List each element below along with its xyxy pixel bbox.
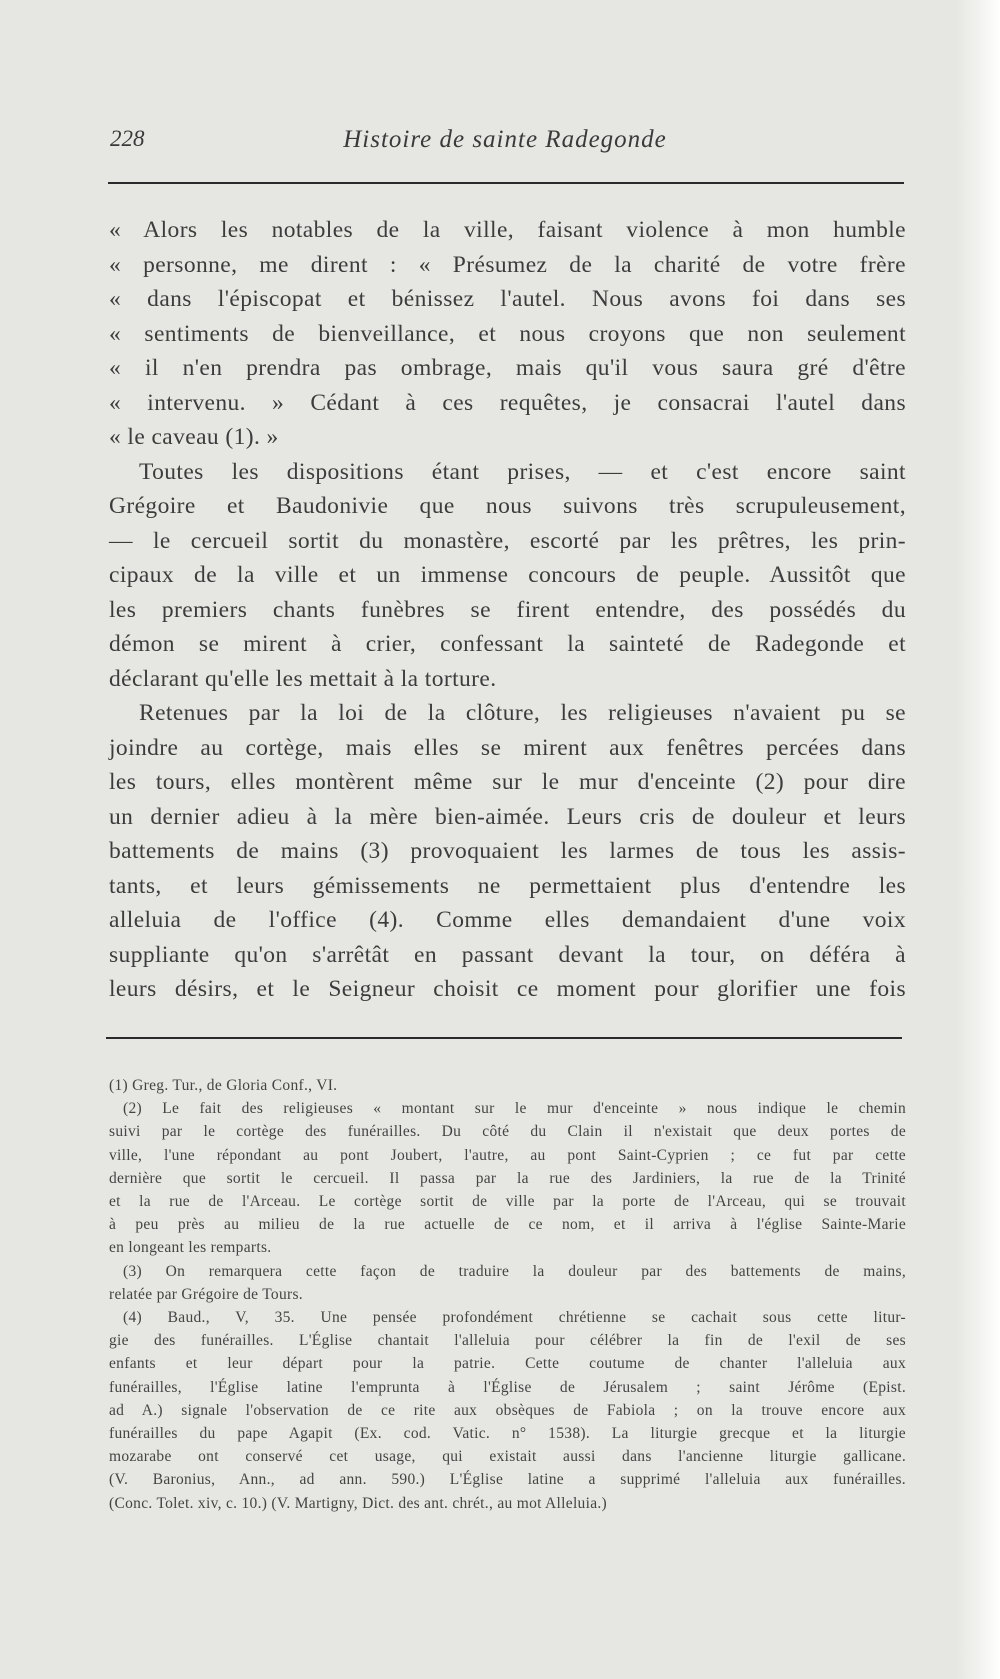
body-line: battements de mains (3) provoquaient les larmes de tous les assis-: [109, 838, 906, 864]
body-line: un dernier adieu à la mère bien-aimée. Leurs cris de douleur et leurs: [109, 803, 906, 830]
body-line: Toutes les dispositions étant prises, — et c'est encore saint: [139, 458, 906, 485]
page-number: 228: [110, 126, 145, 151]
body-line: « dans l'épiscopat et bénissez l'autel. Nous avons foi dans ses: [109, 286, 906, 312]
body-text: [109, 213, 906, 1007]
body-line: déclarant qu'elle les mettait à la torture.: [109, 665, 497, 692]
running-title: Histoire de sainte Radegonde: [343, 126, 667, 153]
body-line: les premiers chants funèbres se firent entendre, des possédés du: [109, 596, 906, 623]
footnote-line: (3) On remarquera cette façon de traduire la douleur par des battements de mains,: [123, 1262, 906, 1280]
body-line: démon se mirent à crier, confessant la sainteté de Radegonde et: [109, 631, 906, 657]
body-line: « personne, me dirent : « Présumez de la charité de votre frère: [109, 251, 906, 278]
body-line: les tours, elles montèrent même sur le mur d'enceinte (2) pour dire: [109, 769, 906, 795]
body-line: cipaux de la ville et un immense concours de peuple. Aussitôt que: [109, 562, 906, 588]
footnote-line: à peu près au milieu de la rue actuelle de ce nom, et il arriva à l'église Sainte-Marie: [109, 1216, 906, 1234]
body-line: « intervenu. » Cédant à ces requêtes, je consacrai l'autel dans: [109, 389, 906, 416]
footnote-line: (1) Greg. Tur., de Gloria Conf., VI.: [109, 1077, 338, 1094]
footnote-line: ville, l'une répondant au pont Joubert, l'autre, au pont Saint-Cyprien ; ce fut par cette: [109, 1146, 906, 1164]
footnote-line: (Conc. Tolet. xiv, c. 10.) (V. Martigny, Dict. des ant. chrét., au mot Alleluia.): [109, 1494, 608, 1512]
body-line: « sentiments de bienveillance, et nous croyons que non seulement: [109, 320, 906, 347]
footnote-rule: [106, 1037, 902, 1039]
footnote-line: (2) Le fait des religieuses « montant sur le mur d'enceinte » nous indique le chemin: [123, 1100, 906, 1118]
body-line: Retenues par la loi de la clôture, les religieuses n'avaient pu se: [139, 700, 906, 726]
footnote-line: enfants et leur départ pour la patrie. Cette coutume de chanter l'alleluia aux: [109, 1355, 906, 1373]
footnote-line: et la rue de l'Arceau. Le cortège sortit de ville par la porte de l'Arceau, qui se trouvait: [109, 1193, 906, 1211]
body-line: Grégoire et Baudonivie que nous suivons très scrupuleusement,: [109, 493, 906, 519]
page-header: [110, 126, 900, 166]
body-line: alleluia de l'office (4). Comme elles demandaient d'une voix: [109, 907, 906, 933]
body-line: « Alors les notables de la ville, faisant violence à mon humble: [109, 217, 906, 243]
footnote-line: funérailles, l'Église latine l'emprunta à l'Église de Jérusalem ; saint Jérôme (Epist.: [109, 1378, 906, 1396]
footnote-line: funérailles du pape Agapit (Ex. cod. Vatic. n° 1538). La liturgie grecque et la liturgie: [109, 1425, 906, 1443]
body-line: « il n'en prendra pas ombrage, mais qu'il vous saura gré d'être: [109, 355, 906, 381]
footnotes: [109, 1074, 906, 1515]
footnote-line: dernière que sortit le cercueil. Il passa par la rue des Jardiniers, la rue de la Trinité: [109, 1169, 906, 1187]
footnote-line: en longeant les remparts.: [109, 1239, 272, 1257]
footnote-line: (4) Baud., V, 35. Une pensée profondément chrétienne se cachait sous cette litur-: [123, 1309, 906, 1327]
body-line: — le cercueil sortit du monastère, escorté par les prêtres, les prin-: [109, 527, 906, 554]
header-rule: [108, 182, 904, 184]
footnote-line: relatée par Grégoire de Tours.: [109, 1285, 303, 1303]
body-line: tants, et leurs gémissements ne permettaient plus d'entendre les: [109, 872, 906, 899]
body-line: suppliante qu'on s'arrêtât en passant devant la tour, on déféra à: [109, 941, 906, 968]
body-line: joindre au cortège, mais elles se mirent aux fenêtres percées dans: [109, 734, 906, 761]
footnote-line: suivi par le cortège des funérailles. Du côté du Clain il n'existait que deux portes de: [109, 1123, 906, 1141]
footnote-line: ad A.) signale l'observation de ce rite aux obsèques de Fabiola ; on la trouve encore aux: [109, 1401, 906, 1419]
footnote-line: gie des funérailles. L'Église chantait l'alleluia pour célébrer la fin de l'exil de ses: [109, 1332, 906, 1350]
footnote-line: (V. Baronius, Ann., ad ann. 590.) L'Église latine a supprimé l'alleluia aux funérailles.: [109, 1471, 906, 1489]
body-line: « le caveau (1). »: [109, 424, 279, 450]
body-line: leurs désirs, et le Seigneur choisit ce moment pour glorifier une fois: [109, 976, 906, 1002]
page-edge-shadow: [956, 0, 1000, 1679]
footnote-line: mozarabe ont conservé cet usage, qui existait aussi dans l'ancienne liturgie gallicane.: [109, 1448, 906, 1466]
